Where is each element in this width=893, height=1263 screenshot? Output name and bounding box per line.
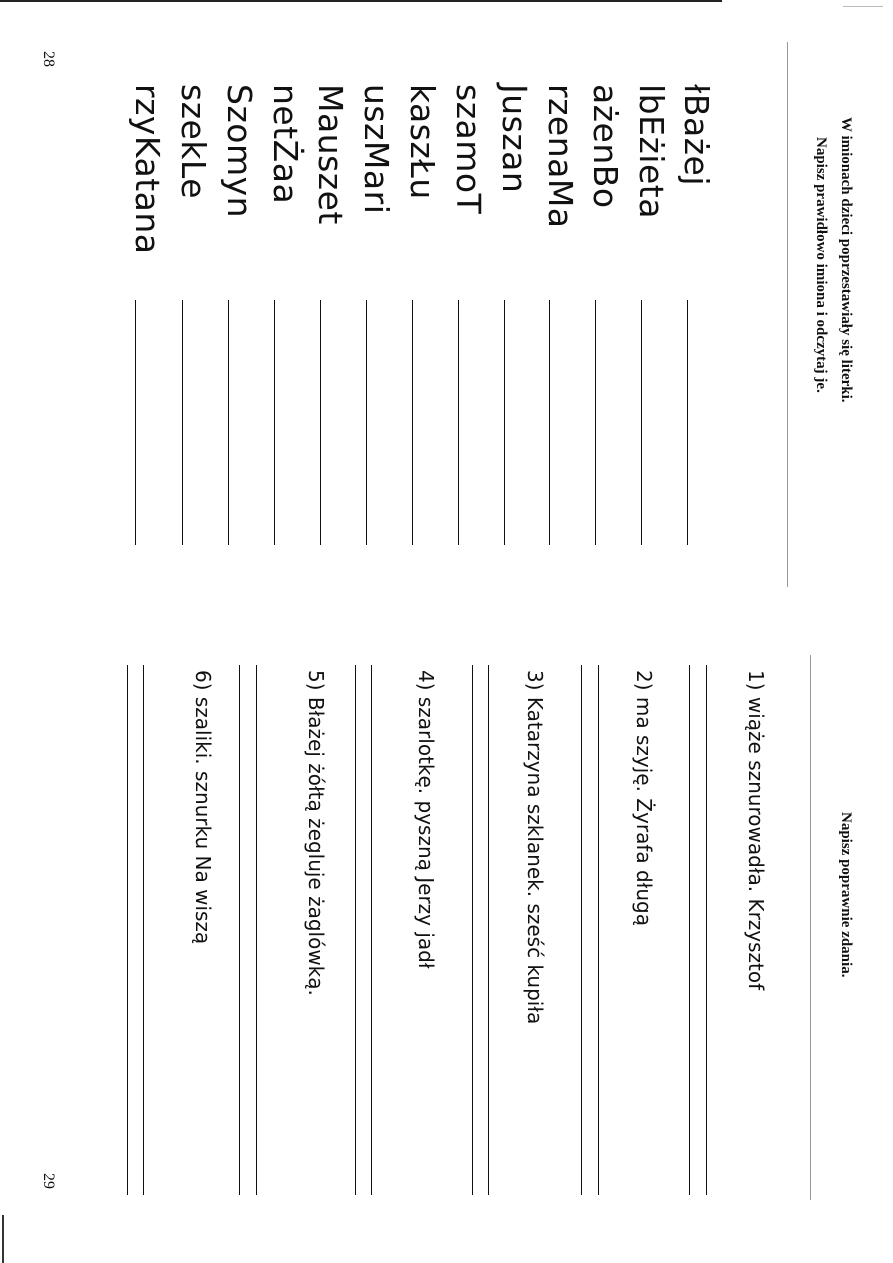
exercise1-instruction-line1: W imionach dzieci poprzestawiały się literki. <box>838 117 854 403</box>
sentence-6: 6) szaliki. sznurku Na wiszą <box>191 670 215 945</box>
page-number-left: 28 <box>40 51 57 67</box>
scrambled-name-5: Juszan <box>495 84 534 194</box>
sentence-line-3a[interactable] <box>488 665 489 1195</box>
sentence-2: 2) ma szyję. Żyrafa długą <box>632 670 656 926</box>
answer-line-1[interactable] <box>687 300 688 545</box>
sentence-4: 4) szarlotkę. pyszną Jerzy jadł <box>414 670 438 969</box>
scrambled-name-4: rzenaMa <box>541 84 580 229</box>
answer-line-4[interactable] <box>549 300 550 545</box>
sentence-line-4b[interactable] <box>355 665 356 1195</box>
answer-line-5[interactable] <box>504 300 505 545</box>
scan-edge-top <box>0 0 722 2</box>
scrambled-name-9: Mauszet <box>311 84 350 225</box>
sentence-line-1a[interactable] <box>706 665 707 1195</box>
scan-edge-left <box>2 1215 4 1263</box>
sentence-line-5b[interactable] <box>239 665 240 1195</box>
answer-line-13[interactable] <box>135 300 136 545</box>
answer-line-6[interactable] <box>458 300 459 545</box>
scrambled-name-11: Szomyn <box>220 84 259 219</box>
exercise1-instruction-line2: Napisz prawidłowo imiona i odczytaj je. <box>813 137 829 393</box>
scrambled-name-3: ażenBo <box>586 84 625 209</box>
scan-edge-mark <box>843 6 883 7</box>
scrambled-name-6: szamoT <box>449 84 488 215</box>
sentence-line-6b[interactable] <box>127 665 128 1195</box>
scrambled-name-10: netŻaa <box>266 84 305 205</box>
sentence-line-2a[interactable] <box>598 665 599 1195</box>
scrambled-name-12: szekLe <box>174 84 213 200</box>
sentence-5: 5) Błażej żółtą żegluje żaglówką. <box>304 670 328 996</box>
answer-line-9[interactable] <box>320 300 321 545</box>
sentence-line-6a[interactable] <box>143 665 144 1195</box>
sentence-line-5a[interactable] <box>256 665 257 1195</box>
sentence-line-3b[interactable] <box>472 665 473 1195</box>
sentence-3: 3) Katarzyna szklanek. sześć kupiła <box>523 670 547 1025</box>
answer-line-10[interactable] <box>274 300 275 545</box>
scrambled-name-8: uszMari <box>357 84 396 215</box>
sentence-line-2b[interactable] <box>581 665 582 1195</box>
answer-line-11[interactable] <box>228 300 229 545</box>
answer-line-7[interactable] <box>412 300 413 545</box>
exercise2-top-rule <box>810 655 811 1200</box>
exercise2-instruction: Napisz poprawnie zdania. <box>838 812 854 978</box>
sentence-line-4a[interactable] <box>371 665 372 1195</box>
sentence-line-1b[interactable] <box>689 665 690 1195</box>
scrambled-name-13: rzyKatana <box>128 84 167 255</box>
scrambled-name-2: lbEżieta <box>632 84 671 219</box>
answer-line-8[interactable] <box>366 300 367 545</box>
page-number-right: 29 <box>40 1173 57 1189</box>
answer-line-12[interactable] <box>182 300 183 545</box>
scrambled-name-7: kaszŁu <box>403 84 442 200</box>
answer-line-2[interactable] <box>641 300 642 545</box>
scrambled-name-1: łBażej <box>677 84 716 187</box>
answer-line-3[interactable] <box>595 300 596 545</box>
exercise1-top-rule <box>787 42 788 587</box>
sentence-1: 1) wiąże sznurowadła. Krzysztof <box>744 670 768 991</box>
